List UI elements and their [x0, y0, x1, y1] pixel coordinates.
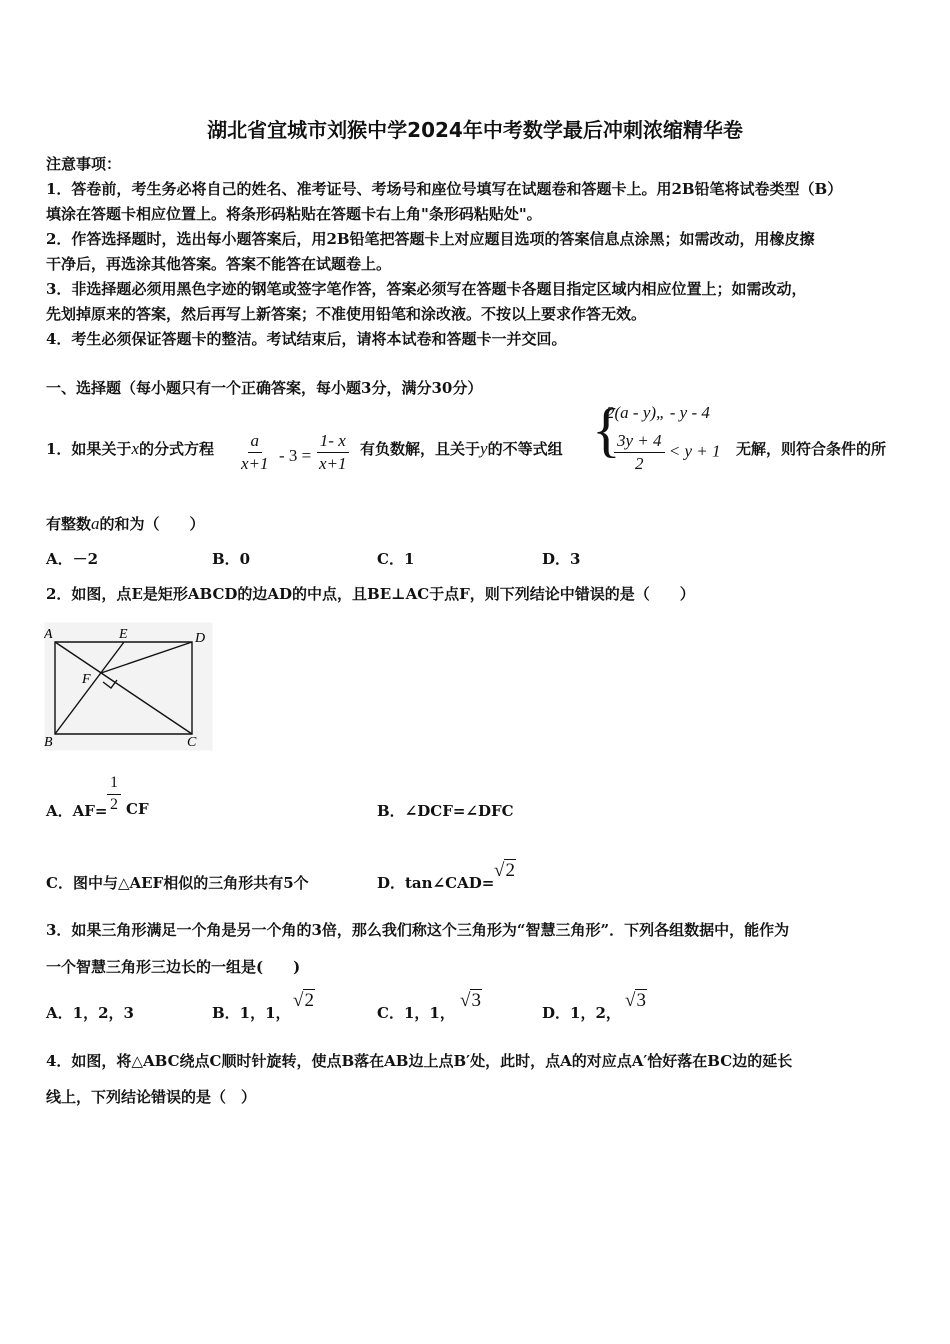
notice-line: 干净后，再选涂其他答案。答案不能答在试题卷上。	[46, 255, 392, 273]
q1-option-d[interactable]: D．3	[542, 550, 581, 568]
q2-option-a-prefix[interactable]: A．AF=	[46, 802, 108, 820]
q2-option-d[interactable]: D．tan∠CAD=	[377, 874, 495, 892]
label-f: F	[82, 672, 91, 687]
q3-line-1: 3．如果三角形满足一个角是另一个角的3倍，那么我们称这个三角形为“智慧三角形”．下列各组数据中，能作为	[46, 921, 790, 939]
label-d: D	[195, 631, 206, 646]
q3-line-2: 一个智慧三角形三边长的一组是( )	[46, 958, 301, 976]
left-brace-icon: {	[592, 397, 621, 463]
q1-inequality-2: $\frac{3y + 4}{2}$ < y + 1	[614, 432, 721, 473]
q1-minus-three: - 3 =	[279, 446, 312, 465]
page-title: 湖北省宜城市刘猴中学2024年中考数学最后冲刺浓缩精华卷	[207, 118, 743, 142]
q1-fraction-2: $\frac{1- x}{x+1}$	[316, 432, 350, 473]
q2-option-c[interactable]: C．图中与△AEF相似的三角形共有5个	[46, 874, 309, 892]
notice-line: 2．作答选择题时，选出每小题答案后，用2B铅笔把答题卡上对应题目选项的答案信息点涂黑；如需改动，用橡皮擦	[46, 230, 815, 248]
q2-sqrt-2: √2	[494, 860, 515, 881]
q2-option-b[interactable]: B．∠DCF=∠DFC	[377, 802, 514, 820]
q3-option-b[interactable]: B．1，1，	[212, 1004, 291, 1022]
q3-option-c[interactable]: C．1，1，	[377, 1004, 455, 1022]
label-a: A	[44, 627, 53, 642]
q1-text-4: 有整数a的和为（ ）	[46, 514, 205, 533]
q4-line-2: 线上，下列结论错误的是（ ）	[46, 1088, 257, 1106]
notice-line: 3．非选择题必须用黑色字迹的钢笔或签字笔作答，答案必须写在答题卡各题目指定区域内相应位置上；如需改动，	[46, 280, 807, 298]
q3-sqrt-3-c: √3	[460, 990, 481, 1011]
q2-option-a-fraction: $\frac{1}{2}$	[107, 775, 121, 814]
q1-fraction-1: $\frac{a}{x+1}$	[241, 431, 269, 473]
notice-line: 先划掉原来的答案，然后再写上新答案；不准使用铅笔和涂改液。不按以上要求作答无效。	[46, 305, 647, 323]
notice-line: 填涂在答题卡相应位置上。将条形码粘贴在答题卡右上角"条形码粘贴处"。	[46, 205, 542, 223]
q4-line-1: 4．如图，将△ABC绕点C顺时针旋转，使点B落在AB边上点B′处，此时，点A的对应点A′恰好落在BC边的延长	[46, 1052, 793, 1070]
label-e: E	[119, 627, 128, 642]
q1-text-2: 有负数解，且关于y的不等式组	[360, 439, 563, 458]
q3-option-d[interactable]: D．1，2，	[542, 1004, 621, 1022]
notice-line: 1．答卷前，考生务必将自己的姓名、准考证号、考场号和座位号填写在试题卷和答题卡上。用2B铅笔将试卷类型（B）	[46, 180, 843, 198]
label-b: B	[44, 735, 53, 750]
q1-option-a[interactable]: A．－2	[46, 550, 99, 568]
label-c: C	[187, 735, 197, 750]
q1-text-3: 无解，则符合条件的所	[736, 440, 887, 458]
q1-inequality-1: 2(a - y)„ - y - 4	[606, 403, 710, 422]
q1-option-c[interactable]: C．1	[377, 550, 415, 568]
q2-option-a-suffix[interactable]: CF	[126, 800, 149, 818]
q1-text-1: 1．如果关于x的分式方程	[46, 439, 215, 458]
notice-line: 4．考生必须保证答题卡的整洁。考试结束后，请将本试卷和答题卡一并交回。	[46, 330, 567, 348]
notice-heading: 注意事项：	[46, 155, 122, 173]
rectangle-figure	[44, 622, 214, 752]
q3-option-a[interactable]: A．1，2，3	[46, 1004, 134, 1022]
q1-option-b[interactable]: B．0	[212, 550, 251, 568]
q2-stem: 2．如图，点E是矩形ABCD的边AD的中点，且BE⊥AC于点F，则下列结论中错误的是（ ）	[46, 585, 695, 603]
section-heading: 一、选择题（每小题只有一个正确答案，每小题3分，满分30分）	[46, 379, 483, 397]
q3-sqrt-2: √2	[293, 990, 314, 1011]
q3-sqrt-3-d: √3	[625, 990, 646, 1011]
